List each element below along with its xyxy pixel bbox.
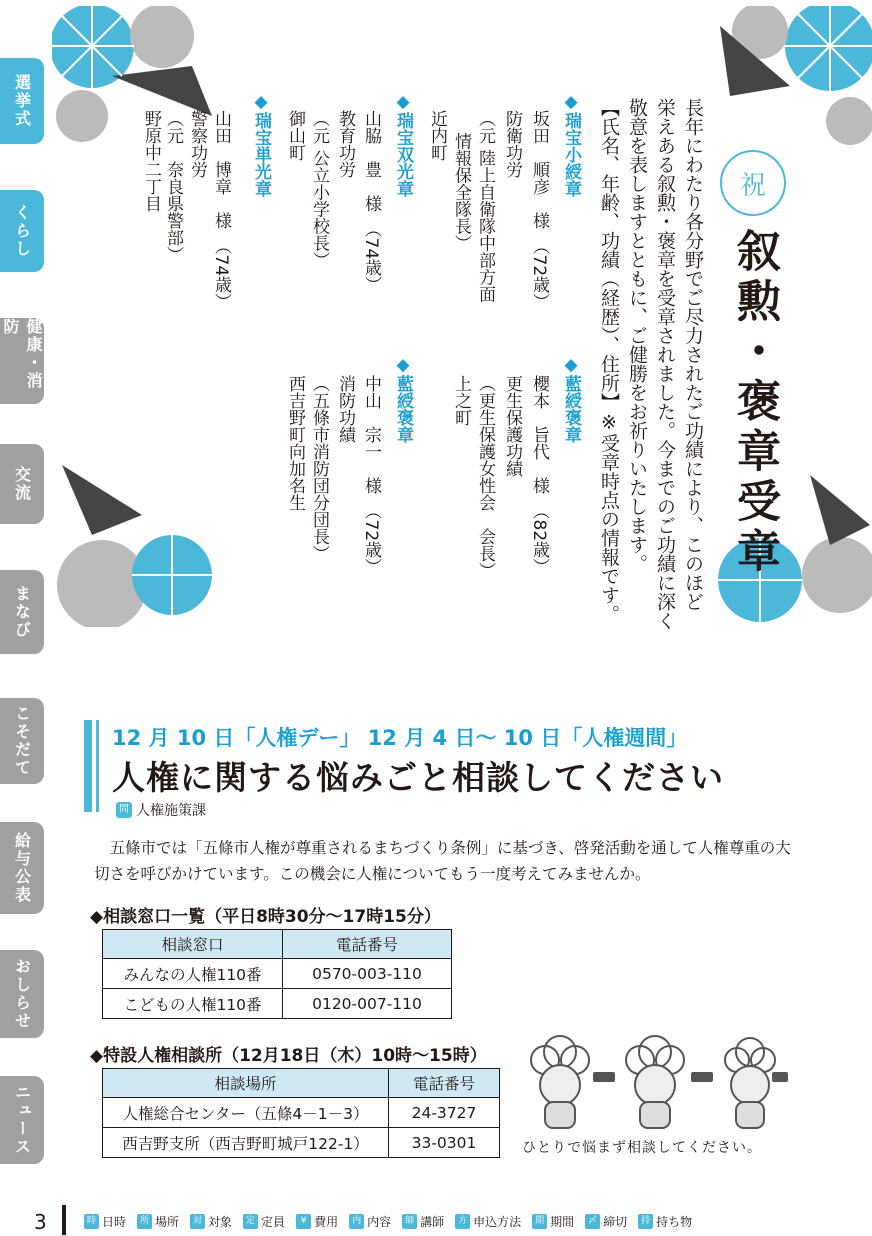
legend-label: 内容: [367, 1215, 392, 1229]
section-title: 人権に関する悩みごと相談してください: [112, 758, 724, 797]
table-row: [103, 989, 452, 1019]
intro-line-2: 栄えある叙勲・褒章を受章されました。今までのご功績に深く: [654, 98, 676, 630]
award-address: 野原中二丁目: [141, 110, 161, 212]
legend-item: [532, 1213, 574, 1230]
mascot-caption: ひとりで悩まず相談してください。: [522, 1140, 762, 1156]
page-number: 3: [34, 1210, 47, 1234]
table-row: [103, 1128, 500, 1158]
table-cell: 33-0301: [389, 1128, 500, 1158]
legend-label: 定員: [261, 1215, 286, 1229]
legend-item: [455, 1213, 521, 1230]
side-tab-senkyo[interactable]: 選挙式: [0, 58, 44, 144]
award-achievement: 警察功労: [187, 110, 207, 178]
legend-item: [402, 1213, 444, 1230]
legend-icon: 期: [532, 1214, 547, 1229]
intro-line-4: 【氏名、年齢、功績（経歴）、住所】※受章時点の情報です。: [598, 98, 620, 624]
side-tab-manabi[interactable]: まなび: [0, 570, 44, 654]
award-career: （元 陸上自衛隊中部方面: [475, 110, 495, 303]
legend-label: 費用: [314, 1215, 339, 1229]
legend-icon: 所: [137, 1214, 152, 1229]
legend-label: 申込方法: [473, 1215, 522, 1229]
legend-item: [296, 1213, 338, 1230]
award-recipient: 坂田 順彦 様 （72歳）: [529, 110, 549, 311]
department-name: 人権施策課: [136, 803, 206, 819]
side-tab-kosodate[interactable]: こそだて: [0, 698, 44, 784]
award-achievement: 更生保護功績: [502, 375, 522, 477]
special-consult-title: ◆特設人権相談所（12月18日（木）10時～15時）: [90, 1046, 487, 1066]
award-recipient: 櫻本 旨代 様 （82歳）: [529, 375, 549, 576]
award-title: ◆瑞宝小綬章: [561, 92, 581, 197]
award-recipient: 山田 博章 様 （74歳）: [211, 110, 231, 311]
consult-table: [102, 929, 452, 1019]
side-tab-oshirase[interactable]: おしらせ: [0, 950, 44, 1038]
award-address: 上之町: [451, 375, 471, 426]
section-intro: 五條市では「五條市人権が尊重されるまちづくり条例」に基づき、啓発活動を通して人権尊重の大切さを呼びかけています。この機会に人権についてもう一度考えてみませんか。: [94, 839, 791, 883]
table-cell: 0570-003-110: [283, 959, 452, 989]
table-cell: みんなの人権110番: [103, 959, 283, 989]
table-header: 電話番号: [283, 930, 452, 959]
award-address: 近内町: [427, 110, 447, 161]
legend-icon: 定: [243, 1214, 258, 1229]
award-career: 情報保全隊長）: [451, 110, 471, 252]
inquiry-icon: 問: [116, 802, 132, 818]
award-title: ◆藍綬褒章: [393, 355, 413, 443]
legend-item: [349, 1213, 391, 1230]
section-accent-bar-thin: [96, 720, 99, 812]
side-tab-koryu[interactable]: 交流: [0, 444, 44, 524]
legend-label: 場所: [155, 1215, 180, 1229]
chrysanthemum-decoration-bottom-left: [52, 455, 217, 627]
chrysanthemum-decoration-top-right: [710, 6, 872, 156]
intro-line-1: 長年にわたり各分野でご尽力されたご功績により、このほど: [682, 98, 704, 611]
table-header: 相談場所: [103, 1069, 389, 1098]
legend-label: 講師: [420, 1215, 445, 1229]
icon-legend: [84, 1213, 692, 1230]
page-heading: 叙勲・褒章受章: [729, 228, 780, 578]
table-cell: 西吉野支所（西吉野町城戸122-1）: [103, 1128, 389, 1158]
table-cell: 24-3727: [389, 1098, 500, 1128]
legend-icon: 時: [84, 1214, 99, 1229]
table-cell: こどもの人権110番: [103, 989, 283, 1019]
side-tab-kyuyo[interactable]: 給与公表: [0, 822, 44, 914]
legend-icon: 〆: [585, 1214, 600, 1229]
legend-item: [84, 1213, 126, 1230]
side-tab-kenko[interactable]: 健康・消防: [0, 318, 44, 404]
award-career: （更生保護女性会 会長）: [475, 375, 495, 579]
legend-label: 締切: [603, 1215, 628, 1229]
legend-icon: 師: [402, 1214, 417, 1229]
mascot-illustration: [515, 1030, 790, 1135]
legend-icon: ¥: [296, 1214, 311, 1229]
legend-item: [243, 1213, 285, 1230]
table-header: 相談窓口: [103, 930, 283, 959]
legend-label: 対象: [208, 1215, 233, 1229]
table-cell: 人権総合センター（五條4－1－3）: [103, 1098, 389, 1128]
page-number-divider: [62, 1205, 66, 1235]
special-consult-table: [102, 1068, 500, 1158]
legend-icon: 内: [349, 1214, 364, 1229]
table-row: [103, 1098, 500, 1128]
section-subheading: 12 月 10 日「人権デー」 12 月 4 日～ 10 日「人権週間」: [112, 726, 688, 750]
award-address: 御山町: [285, 110, 305, 161]
award-career: （元 公立小学校長）: [309, 110, 329, 269]
side-tab-news[interactable]: ニュース: [0, 1076, 44, 1164]
legend-icon: 持: [638, 1214, 653, 1229]
table-row: [103, 959, 452, 989]
award-career: （五條市消防団分団長）: [309, 375, 329, 562]
award-career: （元 奈良県警部）: [163, 110, 183, 263]
award-recipient: 山脇 豊 様 （74歳）: [361, 110, 381, 294]
legend-label: 期間: [550, 1215, 575, 1229]
award-address: 西吉野町向加名生: [285, 375, 305, 511]
intro-line-3: 敬意を表しますとともに、ご健勝をお祈りいたします。: [626, 98, 648, 573]
award-title: ◆瑞宝双光章: [393, 92, 413, 197]
table-cell: 0120-007-110: [283, 989, 452, 1019]
legend-item: [190, 1213, 232, 1230]
legend-item: [585, 1213, 627, 1230]
legend-item: [137, 1213, 179, 1230]
award-title: ◆瑞宝単光章: [251, 92, 271, 197]
award-achievement: 防衛功労: [502, 110, 522, 178]
consult-list-title: ◆相談窓口一覧（平日8時30分～17時15分）: [90, 907, 441, 927]
legend-icon: 対: [190, 1214, 205, 1229]
award-achievement: 消防功績: [335, 375, 355, 443]
contact-department: [116, 800, 206, 820]
legend-item: [638, 1213, 692, 1230]
legend-label: 持ち物: [656, 1215, 693, 1229]
award-achievement: 教育功労: [335, 110, 355, 178]
celebration-emblem: 祝: [720, 150, 786, 216]
table-header: 電話番号: [389, 1069, 500, 1098]
side-tab-kurashi[interactable]: くらし: [0, 190, 44, 272]
legend-label: 日時: [102, 1215, 127, 1229]
section-accent-bar: [84, 720, 92, 812]
legend-icon: 方: [455, 1214, 470, 1229]
award-recipient: 中山 宗一 様 （72歳）: [361, 375, 381, 576]
award-title: ◆藍綬褒章: [561, 355, 581, 443]
